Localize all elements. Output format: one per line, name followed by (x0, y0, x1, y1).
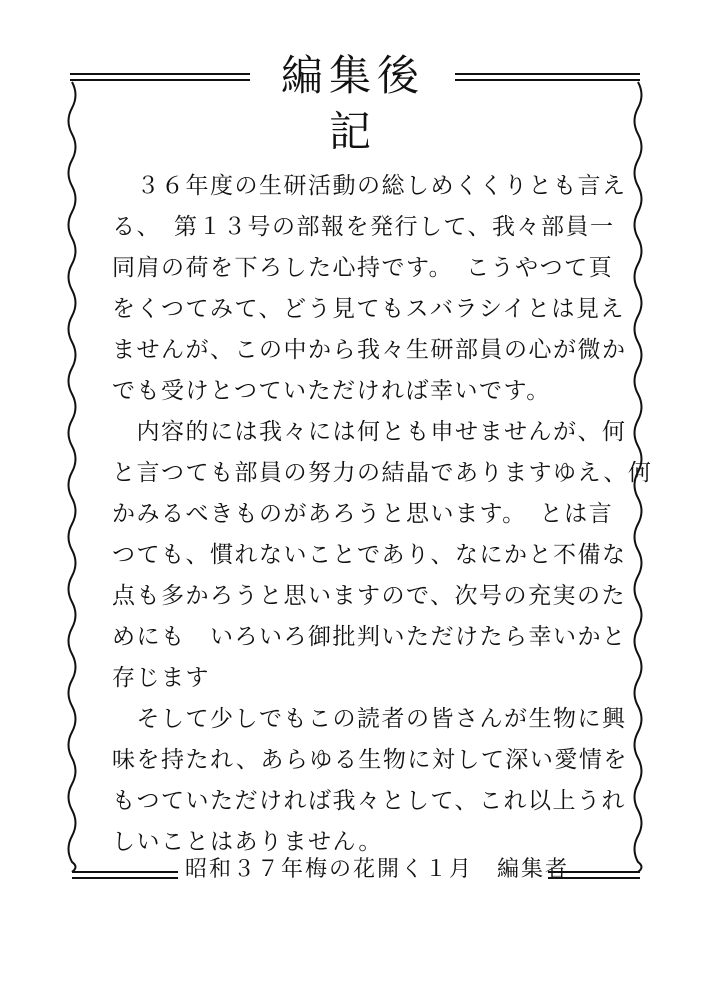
body-line: めにも いろいろ御批判いただけたら幸いかと (112, 624, 627, 650)
body-line: つても、慣れないことであり、なにかと不備な (112, 542, 627, 568)
footer-signature: 昭和３７年梅の花開く１月 編集者 (185, 857, 570, 882)
body-line: 同肩の荷を下ろした心持です。 こうやつて頁 (112, 255, 614, 281)
editorial-body (112, 166, 653, 863)
body-line: そして少しでもこの読者の皆さんが生物に興 (112, 706, 627, 732)
body-line: 内容的には我々には何とも申せませんが、何 (112, 419, 627, 445)
left-wavy-border (69, 82, 76, 872)
body-line: 存じます (112, 665, 210, 691)
page-title: 編集後記 (280, 51, 425, 156)
body-line: でも受けとつていただければ幸いです。 (112, 378, 551, 404)
body-line: と言つても部員の努力の結晶でありますゆえ、何 (112, 460, 653, 486)
body-line: もつていただければ我々として、これ以上うれ (112, 788, 627, 814)
body-line: る、 第１３号の部報を発行して、我々部員一 (112, 214, 615, 240)
body-line: かみるべきものがあろうと思います。 とは言 (112, 501, 614, 527)
body-line: をくつてみて、どう見てもスバラシイとは見え (112, 296, 625, 322)
body-line: ませんが、この中から我々生研部員の心が微か (112, 337, 627, 363)
body-line: ３６年度の生研活動の総しめくくりとも言え (112, 173, 627, 199)
body-line: しいことはありません。 (112, 829, 383, 855)
body-line: 点も多かろうと思いますので、次号の充実のた (112, 583, 627, 609)
body-line: 味を持たれ、あらゆる生物に対して深い愛情を (112, 747, 628, 773)
